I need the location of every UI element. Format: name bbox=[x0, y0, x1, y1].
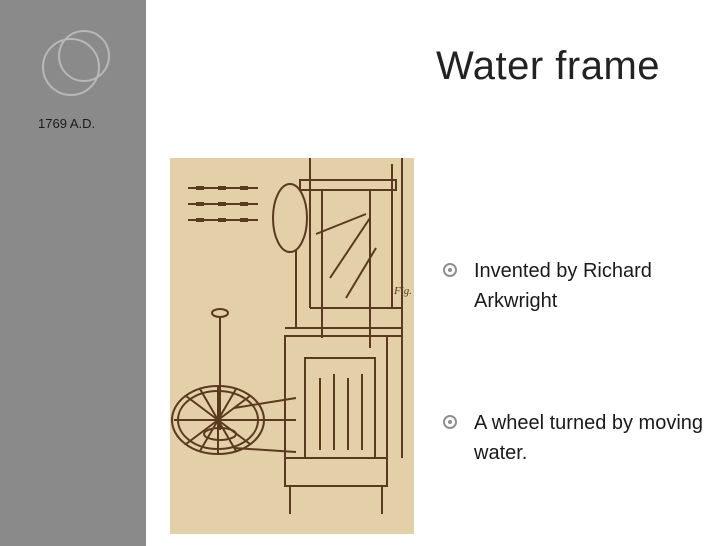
bullet-icon bbox=[443, 415, 457, 429]
water-frame-illustration bbox=[170, 158, 414, 534]
bullet-item bbox=[440, 408, 720, 468]
bullet-item bbox=[440, 256, 720, 316]
figure-label: Fig. bbox=[393, 285, 412, 297]
sidebar bbox=[0, 0, 146, 546]
slide-title: Water frame bbox=[436, 44, 661, 88]
bullet-icon bbox=[443, 263, 457, 277]
illustration-drawing bbox=[170, 158, 414, 534]
bullet-list bbox=[440, 256, 720, 468]
bullet-text: Invented by Richard Arkwright bbox=[474, 260, 652, 312]
decorative-ring-icon bbox=[58, 30, 110, 82]
bullet-text: A wheel turned by moving water. bbox=[474, 412, 704, 464]
side-date: 1769 A.D. bbox=[38, 116, 96, 131]
